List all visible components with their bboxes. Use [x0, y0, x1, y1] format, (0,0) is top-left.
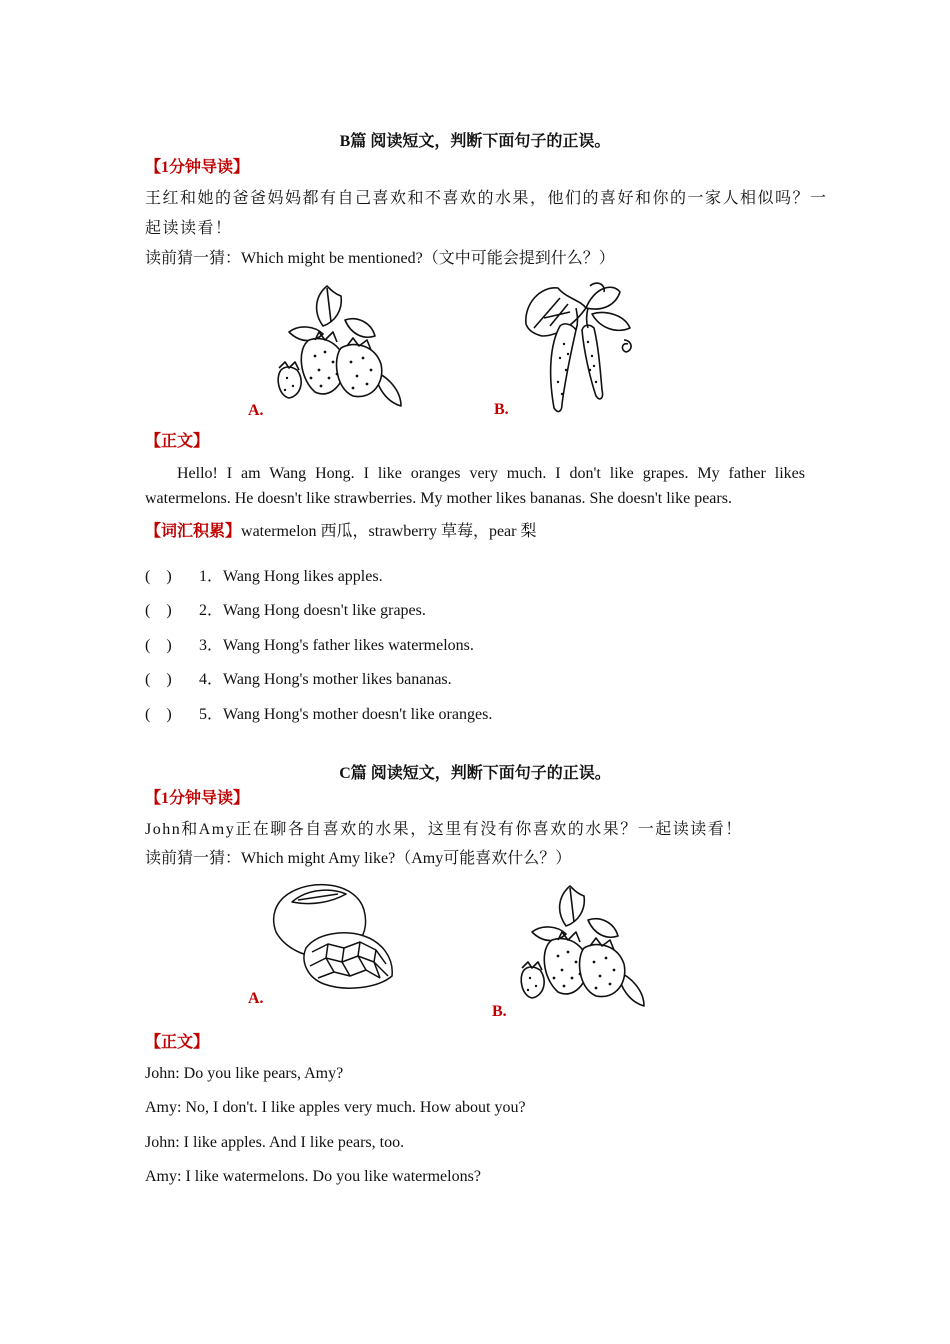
dialogue-line: John: Do you like pears, Amy? — [145, 1065, 344, 1082]
question-item — [145, 563, 383, 586]
question-item — [145, 666, 452, 689]
mango-icon — [268, 880, 398, 996]
question-text: 5．Wang Hong's mother doesn't like oranges. — [199, 706, 493, 723]
question-item — [145, 701, 492, 724]
dialogue-line: Amy: No, I don't. I like apples very much. How about you? — [145, 1099, 526, 1116]
section-b-guide-line-1: 王红和她的爸爸妈妈都有自己喜欢和不喜欢的水果，他们的喜好和你的一家人相似吗？一 — [145, 190, 828, 207]
answer-blank[interactable]: ( ) — [145, 568, 172, 585]
section-c-text-tag: 【正文】 — [145, 1034, 210, 1051]
section-b-predict: 读前猜一猜：Which might be mentioned?（文中可能会提到什么？） — [145, 250, 615, 267]
answer-blank[interactable]: ( ) — [145, 602, 172, 619]
question-text: 2．Wang Hong doesn't like grapes. — [199, 602, 426, 619]
question-text: 3．Wang Hong's father likes watermelons. — [199, 637, 474, 654]
section-c-option-a-label: A. — [248, 990, 264, 1007]
section-b-guide-line-2: 起读读看！ — [145, 220, 233, 237]
section-b-text-tag: 【正文】 — [145, 433, 210, 450]
answer-blank[interactable]: ( ) — [145, 637, 172, 654]
answer-blank[interactable]: ( ) — [145, 706, 172, 723]
dialogue-line: Amy: I like watermelons. Do you like watermelons? — [145, 1168, 481, 1185]
question-item — [145, 597, 426, 620]
section-b-vocab-tag: 【词汇积累】 — [145, 523, 242, 540]
section-b-option-a-label: A. — [248, 402, 264, 419]
section-c-guide-text: John和Amy正在聊各自喜欢的水果，这里有没有你喜欢的水果？一起读读看！ — [145, 821, 743, 838]
section-c-option-b-label: B. — [492, 1003, 507, 1020]
section-b-passage: Hello! I am Wang Hong. I like oranges very much. I don't like grapes. My father likes watermelons. He doesn't like strawberries. My mother likes bananas. She doesn't like pears. — [145, 465, 805, 507]
strawberry-icon — [518, 882, 650, 1010]
cucumber-icon — [520, 278, 638, 416]
section-b-vocab-text: watermelon 西瓜，strawberry 草莓，pear 梨 — [241, 523, 537, 540]
section-c-guide-tag: 【1分钟导读】 — [145, 790, 250, 807]
section-b-vocab — [145, 522, 537, 542]
section-b-option-b-label: B. — [494, 401, 509, 418]
strawberry-icon — [275, 282, 407, 410]
dialogue-line: John: I like apples. And I like pears, too. — [145, 1134, 405, 1151]
section-c-predict: 读前猜一猜：Which might Amy like?（Amy可能喜欢什么？） — [145, 850, 572, 867]
question-text: 4．Wang Hong's mother likes bananas. — [199, 671, 452, 688]
answer-blank[interactable]: ( ) — [145, 671, 172, 688]
section-c-title: C篇 阅读短文，判断下面句子的正误。 — [339, 765, 611, 782]
question-text: 1．Wang Hong likes apples. — [199, 568, 383, 585]
section-b-title: B篇 阅读短文，判断下面句子的正误。 — [339, 133, 611, 150]
section-b-guide-tag: 【1分钟导读】 — [145, 159, 250, 176]
question-item — [145, 632, 474, 655]
